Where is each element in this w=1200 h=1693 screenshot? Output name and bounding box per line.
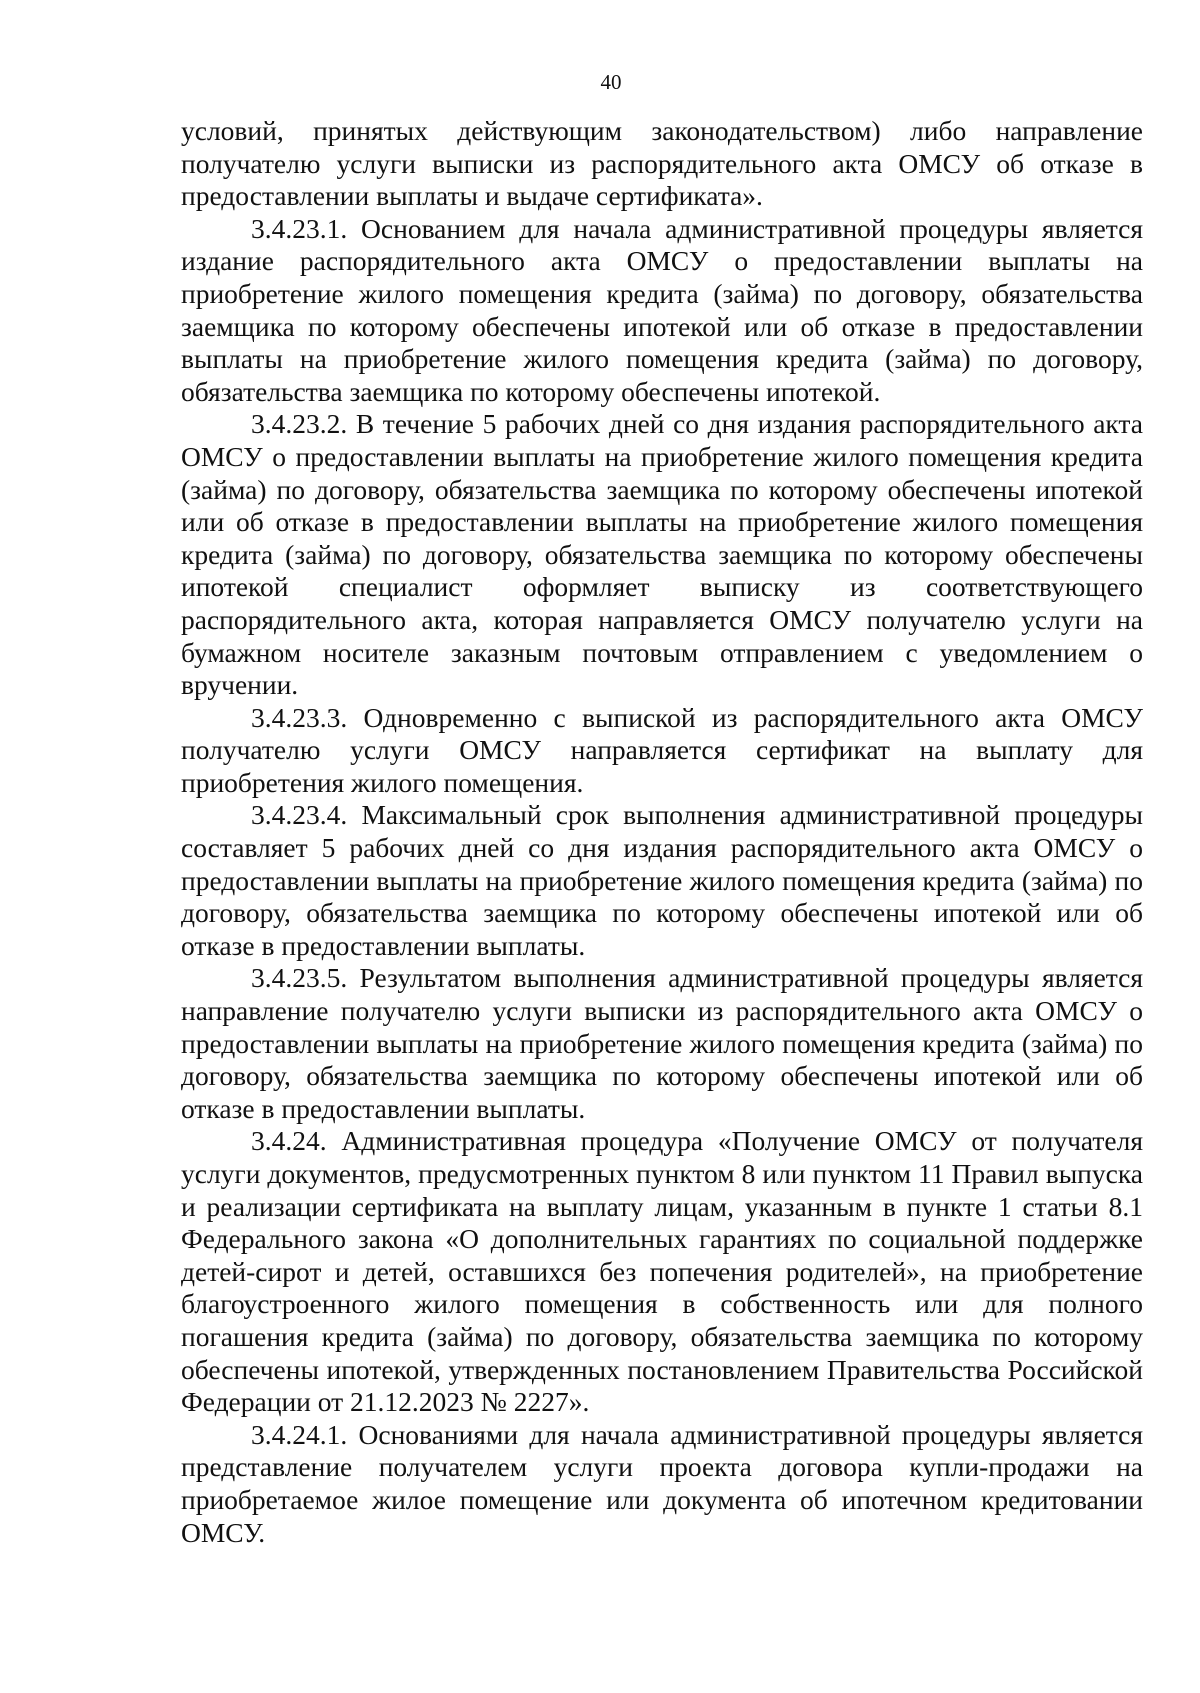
paragraph-3-4-23-1: 3.4.23.1. Основанием для начала административной процедуры является издание распорядительного акта ОМСУ о предоставлении выплаты на приобретение жилого помещения кредита (займа) по договору, обязательства заемщика по которому обеспечены ипотекой или об отказе в предоставлении выплаты на приобретение жилого помещения кредита (займа) по договору, обязательства заемщика по которому обеспечены ипотекой.: [181, 212, 1143, 407]
paragraph-3-4-24: 3.4.24. Административная процедура «Получение ОМСУ от получателя услуги документов, предусмотренных пунктом 8 или пунктом 11 Правил выпуска и реализации сертификата на выплату лицам, указанным в пункте 1 статьи 8.1 Федерального закона «О дополнительных гарантиях по социальной поддержке детей-сирот и детей, оставшихся без попечения родителей», на приобретение благоустроенного жилого помещения в собственность или для полного погашения кредита (займа) по договору, обязательства заемщика по которому обеспечены ипотекой, утвержденных постановлением Правительства Российской Федерации от 21.12.2023 № 2227».: [181, 1125, 1143, 1418]
paragraph-3-4-23-5: 3.4.23.5. Результатом выполнения административной процедуры является направление получателю услуги выписки из распорядительного акта ОМСУ о предоставлении выплаты на приобретение жилого помещения кредита (займа) по договору, обязательства заемщика по которому обеспечены ипотекой или об отказе в предоставлении выплаты.: [181, 962, 1143, 1124]
paragraph-3-4-23-4: 3.4.23.4. Максимальный срок выполнения административной процедуры составляет 5 рабочих дней со дня издания распорядительного акта ОМСУ о предоставлении выплаты на приобретение жилого помещения кредита (займа) по договору, обязательства заемщика по которому обеспечены ипотекой или об отказе в предоставлении выплаты.: [181, 799, 1143, 961]
page-number: 40: [600, 70, 622, 94]
body-text: [181, 115, 1143, 1549]
paragraph-continuation: условий, принятых действующим законодательством) либо направление получателю услуги выписки из распорядительного акта ОМСУ об отказе в предоставлении выплаты и выдаче сертификата».: [181, 115, 1143, 212]
paragraph-3-4-23-3: 3.4.23.3. Одновременно с выпиской из распорядительного акта ОМСУ получателю услуги ОМСУ направляется сертификат на выплату для приобретения жилого помещения.: [181, 701, 1143, 798]
paragraph-3-4-23-2: 3.4.23.2. В течение 5 рабочих дней со дня издания распорядительного акта ОМСУ о предоставлении выплаты на приобретение жилого помещения кредита (займа) по договору, обязательства заемщика по которому обеспечены ипотекой или об отказе в предоставлении выплаты на приобретение жилого помещения кредита (займа) по договору, обязательства заемщика по которому обеспечены ипотекой специалист оформляет выписку из соответствующего распорядительного акта, которая направляется ОМСУ получателю услуги на бумажном носителе заказным почтовым отправлением с уведомлением о вручении.: [181, 408, 1143, 701]
paragraph-3-4-24-1: 3.4.24.1. Основаниями для начала административной процедуры является представление получателем услуги проекта договора купли-продажи на приобретаемое жилое помещение или документа об ипотечном кредитовании ОМСУ.: [181, 1418, 1143, 1548]
